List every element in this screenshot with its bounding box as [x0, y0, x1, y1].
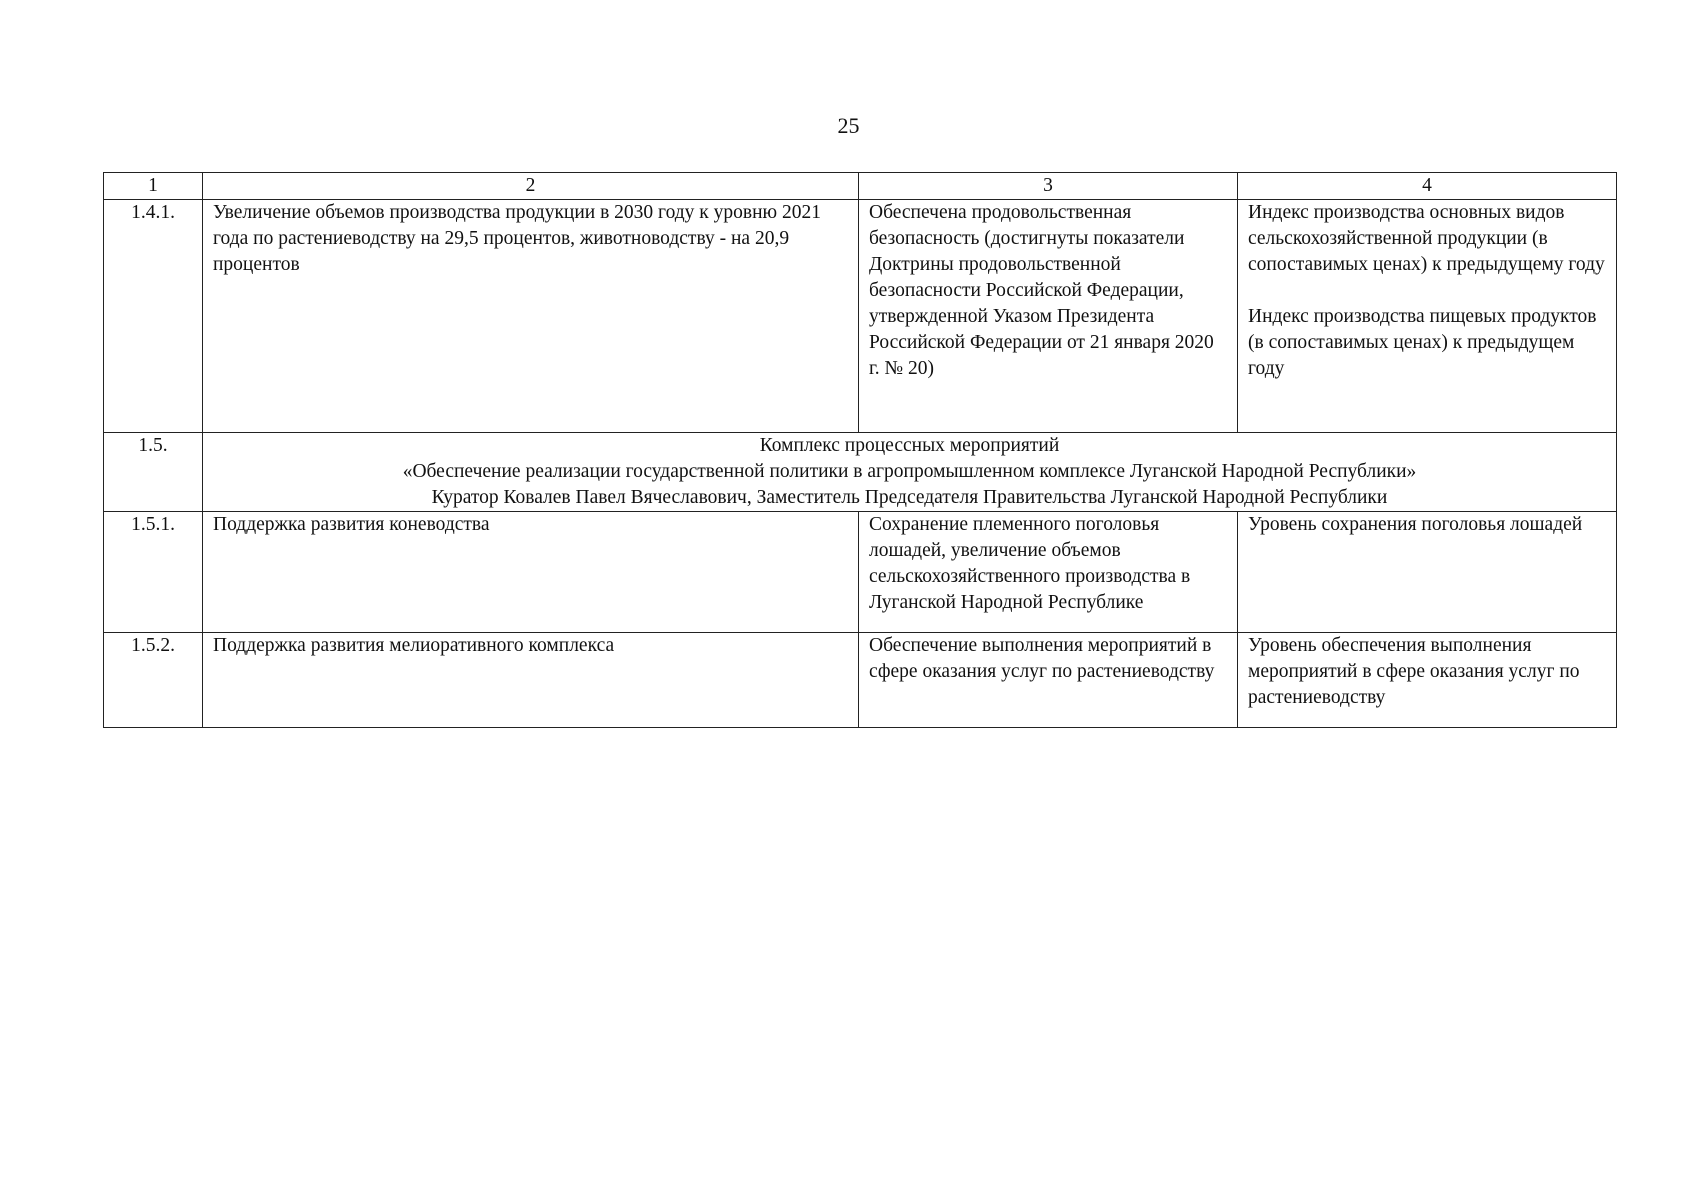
header-col-4: 4	[1238, 173, 1617, 200]
section-heading-cell	[203, 433, 1617, 512]
task-cell: Поддержка развития коневодства	[203, 512, 859, 633]
indicator-cell: Уровень сохранения поголовья лошадей	[1238, 512, 1617, 633]
section-curator: Куратор Ковалев Павел Вячеславович, Заместитель Председателя Правительства Луганской Народной Республики	[431, 487, 1388, 508]
section-name: «Обеспечение реализации государственной политики в агропромышленном комплексе Луганской Народной Республики»	[402, 461, 1417, 482]
task-cell: Поддержка развития мелиоративного комплекса	[203, 633, 859, 728]
table-row	[104, 200, 1617, 433]
result-cell: Обеспечена продовольственная безопасность (достигнуты показатели Доктрины продовольственной безопасности Российской Федерации, утвержденной Указом Президента Российской Федерации от 21 января 2020 г. № 20)	[859, 200, 1238, 433]
row-number: 1.5.1.	[104, 512, 203, 633]
result-cell: Сохранение племенного поголовья лошадей, увеличение объемов сельскохозяйственного производства в Луганской Народной Республике	[859, 512, 1238, 633]
indicator-text: Индекс производства основных видов сельскохозяйственной продукции (в сопоставимых ценах) к предыдущему году	[1248, 202, 1605, 275]
table-row	[104, 512, 1617, 633]
header-col-3: 3	[859, 173, 1238, 200]
row-number: 1.5.2.	[104, 633, 203, 728]
header-col-2: 2	[203, 173, 859, 200]
page-number: 25	[837, 113, 860, 138]
indicator-cell: Уровень обеспечения выполнения мероприятий в сфере оказания услуг по растениеводству	[1238, 633, 1617, 728]
header-col-1: 1	[104, 173, 203, 200]
table-row	[104, 633, 1617, 728]
result-cell: Обеспечение выполнения мероприятий в сфере оказания услуг по растениеводству	[859, 633, 1238, 728]
section-title: Комплекс процессных мероприятий	[759, 435, 1060, 456]
header-row	[104, 173, 1617, 200]
indicator-text: Индекс производства пищевых продуктов (в сопоставимых ценах) к предыдущем году	[1248, 306, 1597, 379]
indicator-cell	[1238, 200, 1617, 433]
section-row	[104, 433, 1617, 512]
task-cell: Увеличение объемов производства продукции в 2030 году к уровню 2021 года по растениеводству на 29,5 процентов, животноводству - на 20,9 процентов	[203, 200, 859, 433]
row-number: 1.5.	[104, 433, 203, 512]
row-number: 1.4.1.	[104, 200, 203, 433]
paragraph-gap	[1248, 278, 1606, 304]
measures-table	[103, 172, 1617, 728]
